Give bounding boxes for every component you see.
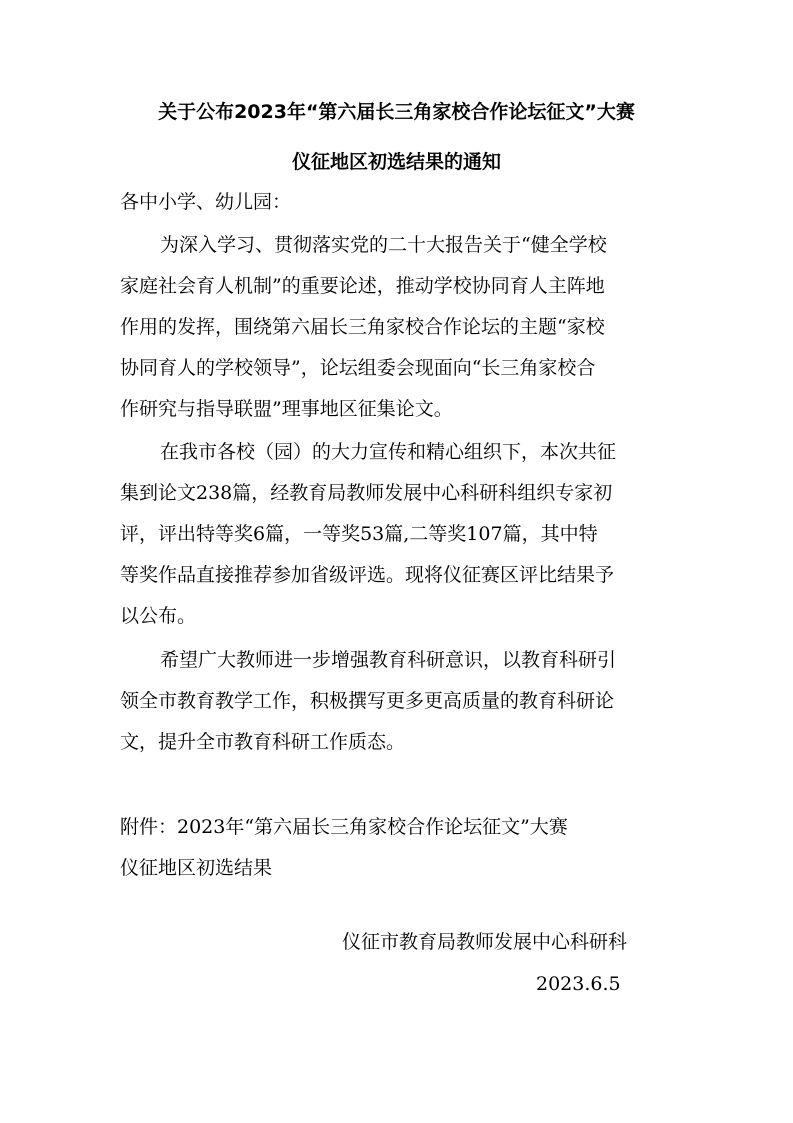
paragraph-line: 领全市教育教学工作，积极撰写更多更高质量的教育科研论 [120, 690, 615, 712]
attachment-line-1: 附件：2023年“第六届长三角家校合作论坛征文”大赛 [120, 816, 568, 838]
document-title-line-1: 关于公布2023年“第六届长三角家校合作论坛征文”大赛 [158, 101, 635, 123]
attachment-line-2: 仪征地区初选结果 [120, 857, 273, 879]
document-title-line-2: 仪征地区初选结果的通知 [291, 151, 501, 173]
paragraph-line: 等奖作品直接推荐参加省级评选。现将仪征赛区评比结果予 [120, 564, 615, 586]
salutation: 各中小学、幼儿园： [120, 191, 292, 213]
paragraph-line: 希望广大教师进一步增强教育科研意识，以教育科研引 [160, 649, 617, 671]
paragraph-line: 在我市各校（园）的大力宣传和精心组织下，本次共征 [160, 441, 617, 463]
paragraph-line: 以公布。 [120, 605, 197, 627]
paragraph-line: 作用的发挥，围绕第六届长三角家校合作论坛的主题“家校 [120, 316, 605, 338]
signature-date: 2023.6.5 [536, 973, 621, 995]
signature-organization: 仪征市教育局教师发展中心科研科 [342, 931, 628, 953]
paragraph-line: 协同育人的学校领导”，论坛组委会现面向“长三角家校合 [120, 357, 596, 379]
paragraph-line: 集到论文238篇，经教育局教师发展中心科研科组织专家初 [120, 482, 613, 504]
paragraph-line: 作研究与指导联盟”理事地区征集论文。 [120, 398, 453, 420]
paragraph-line: 家庭社会育人机制”的重要论述，推动学校协同育人主阵地 [120, 275, 605, 297]
paragraph-line: 文，提升全市教育科研工作质态。 [120, 731, 406, 753]
paragraph-line: 评，评出特等奖6篇，一等奖53篇,二等奖107篇，其中特 [120, 523, 598, 545]
paragraph-line: 为深入学习、贯彻落实党的二十大报告关于“健全学校 [160, 234, 607, 256]
